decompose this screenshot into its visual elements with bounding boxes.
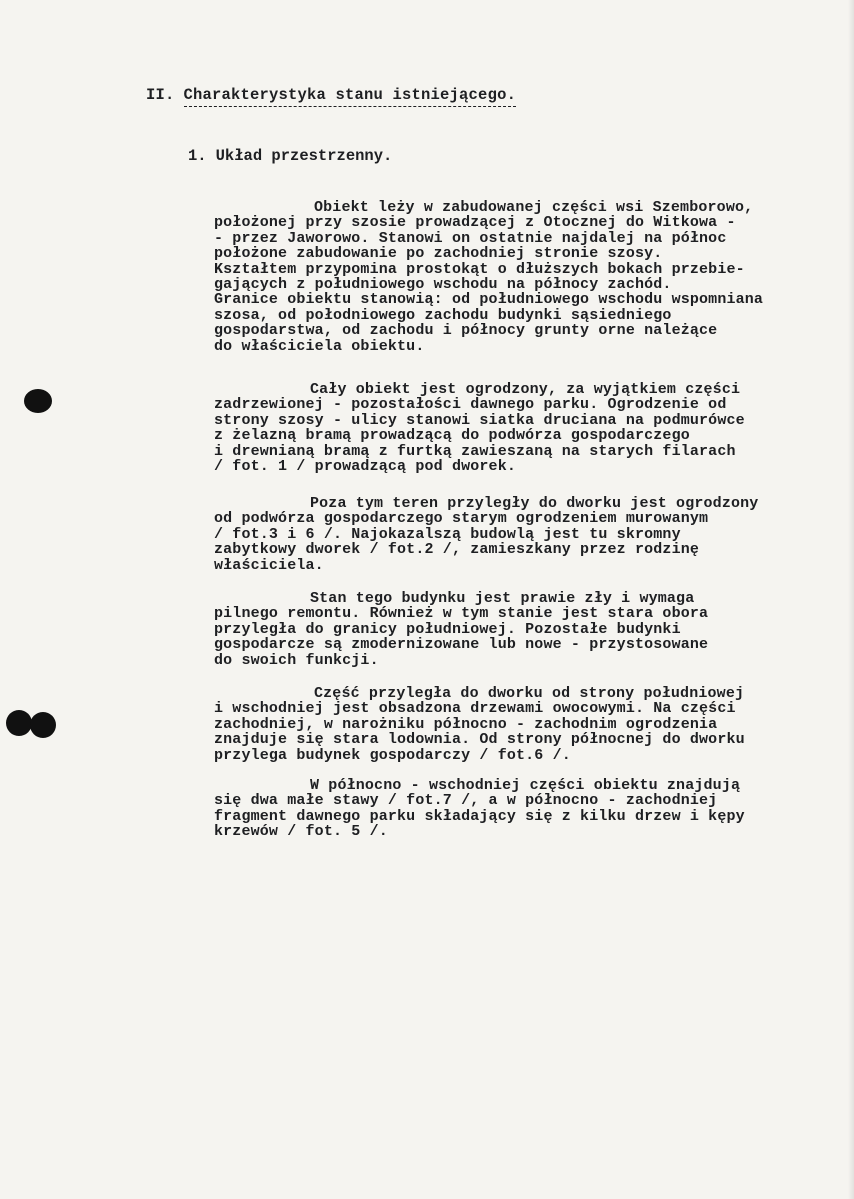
text-line: gających z południowego wschodu na północy zachód.: [214, 276, 672, 294]
paragraph: [214, 382, 745, 474]
section-heading: [146, 86, 516, 104]
text-line: od podwórza gospodarczego starym ogrodzeniem murowanym: [214, 510, 709, 528]
text-line: gospodarstwa, od zachodu i północy grunty orne należące: [214, 322, 718, 340]
text-line: krzewów / fot. 5 /.: [214, 823, 388, 841]
page-edge-shadow: [848, 0, 854, 1199]
text-line: / fot. 1 / prowadzącą pod dworek.: [214, 458, 516, 476]
paragraph: [214, 200, 763, 354]
text-line: i drewnianą bramą z furtką zawieszaną na starych filarach: [214, 442, 736, 460]
text-line: Część przyległa do dworku od strony południowej: [314, 685, 745, 702]
text-line: zachodniej, w narożniku północno - zachodnim ogrodzenia: [214, 715, 718, 733]
text-line: przyległa do granicy południowej. Pozostałe budynki: [214, 620, 681, 638]
text-line: Poza tym teren przyległy do dworku jest ogrodzony: [310, 495, 759, 512]
binder-hole: [30, 712, 56, 738]
text-line: położonej przy szosie prowadzącej z Otocznej do Witkowa -: [214, 214, 736, 232]
text-line: - przez Jaworowo. Stanowi on ostatnie najdalej na północ: [214, 229, 727, 247]
text-line: pilnego remontu. Również w tym stanie jest stara obora: [214, 605, 709, 623]
text-line: strony szosy - ulicy stanowi siatka druciana na podmurówce: [214, 411, 745, 429]
text-line: do właściciela obiektu.: [214, 337, 425, 355]
paragraph: [214, 591, 708, 668]
section-number: II.: [146, 86, 175, 104]
subsection-heading: [188, 147, 392, 165]
text-line: szosa, od połodniowego zachodu budynki sąsiedniego: [214, 306, 672, 324]
text-line: położone zabudowanie po zachodniej stronie szosy.: [214, 245, 663, 263]
text-line: się dwa małe stawy / fot.7 /, a w północno - zachodniej: [214, 792, 718, 810]
text-line: do swoich funkcji.: [214, 651, 379, 669]
text-line: W północno - wschodniej części obiektu znajdują: [310, 777, 741, 794]
text-line: Obiekt leży w zabudowanej części wsi Szemborowo,: [314, 199, 754, 216]
text-line: Cały obiekt jest ogrodzony, za wyjątkiem części: [310, 381, 741, 398]
section-title: Charakterystyka stanu istniejącego.: [184, 86, 517, 107]
text-line: Stan tego budynku jest prawie zły i wymaga: [310, 590, 695, 607]
text-line: fragment dawnego parku składający się z kilku drzew i kępy: [214, 807, 745, 825]
paragraph: [214, 778, 745, 840]
text-line: gospodarcze są zmodernizowane lub nowe - przystosowane: [214, 636, 709, 654]
subsection-number: 1.: [188, 147, 207, 165]
paragraph: [214, 686, 745, 763]
text-line: przylega budynek gospodarczy / fot.6 /.: [214, 746, 571, 764]
subsection-title: Układ przestrzenny.: [215, 147, 393, 165]
binder-hole: [24, 389, 52, 413]
text-line: i wschodniej jest obsadzona drzewami owocowymi. Na części: [214, 700, 736, 718]
text-line: z żelazną bramą prowadzącą do podwórza gospodarczego: [214, 427, 690, 445]
binder-hole: [6, 710, 32, 736]
text-line: Granice obiektu stanowią: od południowego wschodu wspomniana: [214, 291, 764, 309]
paragraph: [214, 496, 758, 573]
text-line: zabytkowy dworek / fot.2 /, zamieszkany przez rodzinę: [214, 541, 700, 559]
text-line: właściciela.: [214, 556, 324, 574]
text-line: Kształtem przypomina prostokąt o dłuższych bokach przebie-: [214, 260, 745, 278]
text-line: / fot.3 i 6 /. Najokazalszą budowlą jest tu skromny: [214, 525, 681, 543]
text-line: zadrzewionej - pozostałości dawnego parku. Ogrodzenie od: [214, 396, 727, 414]
text-line: znajduje się stara lodownia. Od strony północnej do dworku: [214, 731, 745, 749]
